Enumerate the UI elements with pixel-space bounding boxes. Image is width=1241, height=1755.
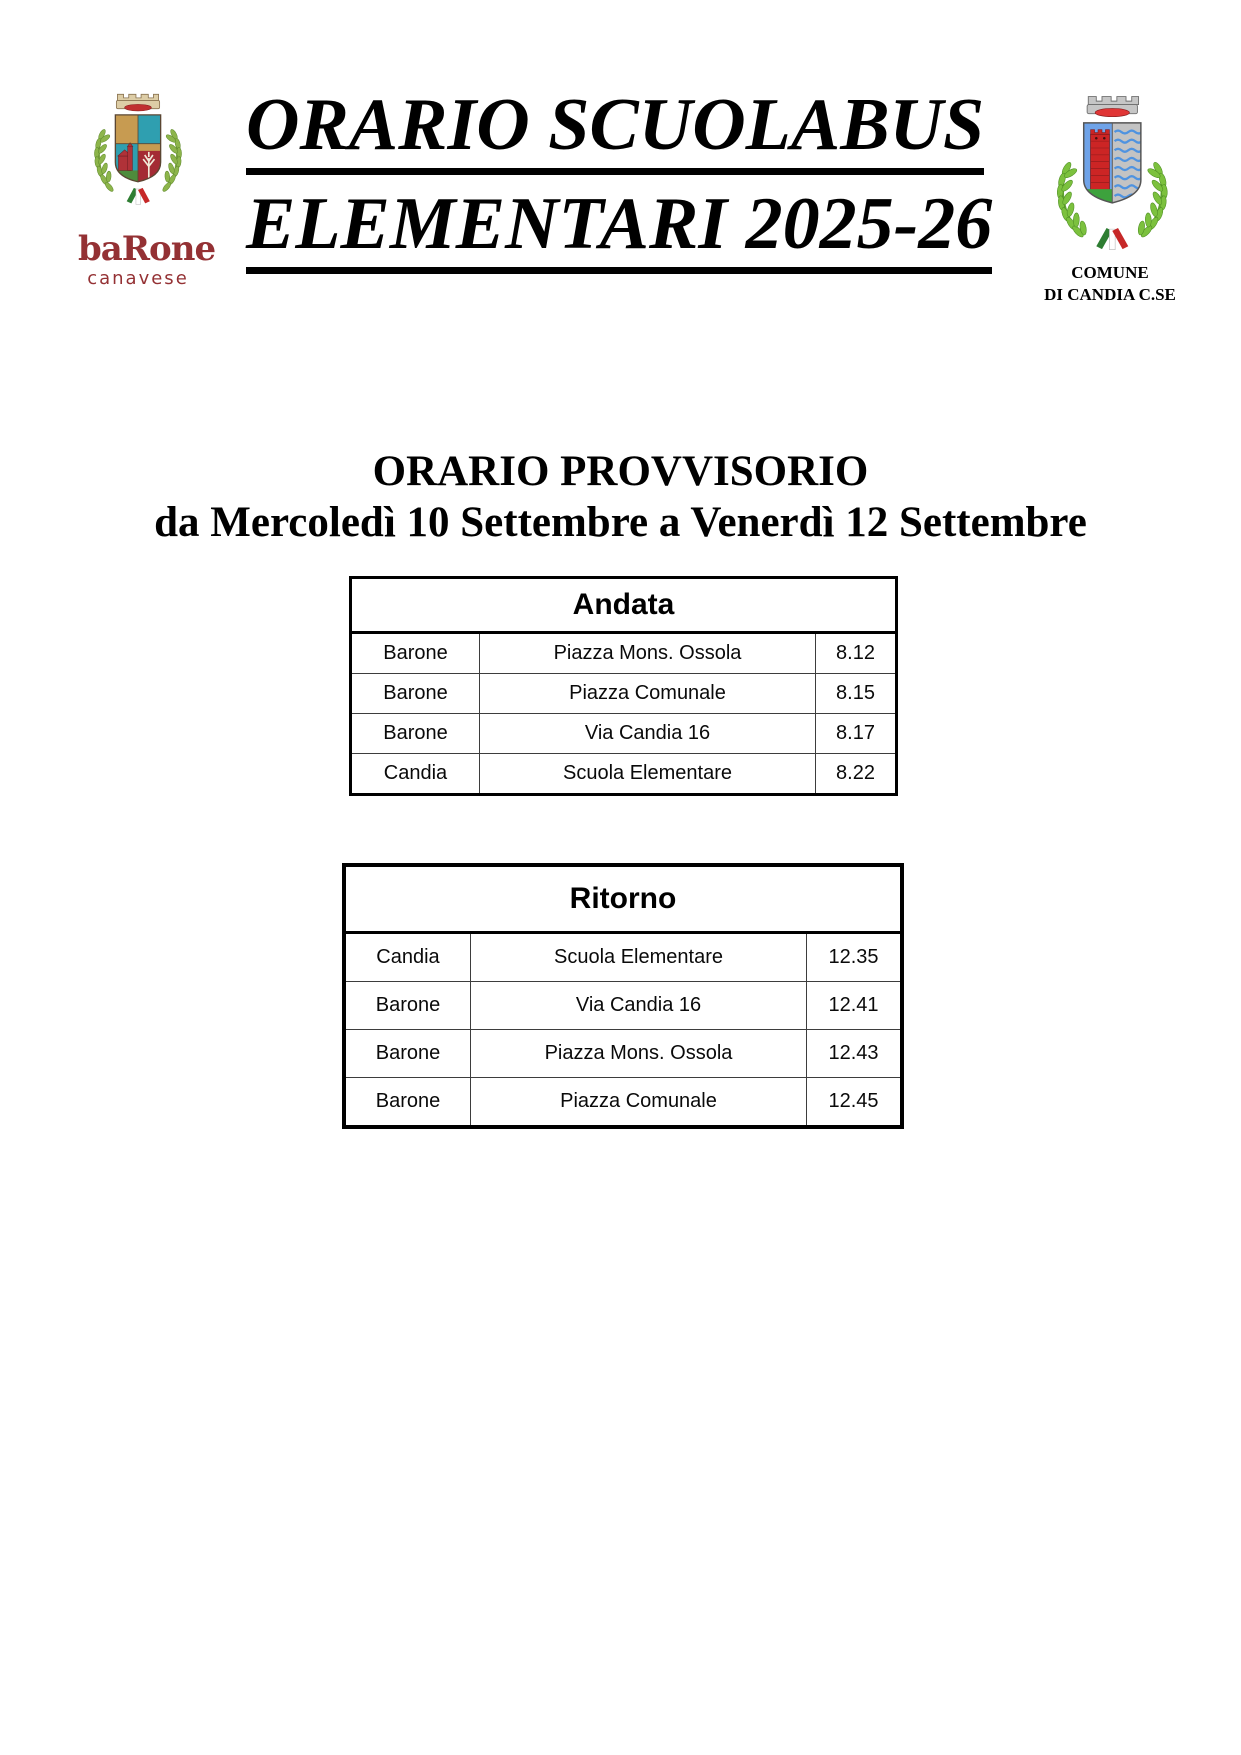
orario-cell: 8.12	[836, 642, 875, 664]
comune-cell: Barone	[375, 994, 441, 1016]
barone-logo-block	[78, 84, 216, 289]
subtitle-line-2: da Mercoledì 10 Settembre a Venerdì 12 Settembre	[154, 499, 1087, 547]
fermata-cell: Piazza Mons. Ossola	[470, 1030, 807, 1077]
table-row	[352, 634, 895, 673]
subtitle-line-1: ORARIO PROVVISORIO	[372, 448, 869, 495]
tricolor-ribbon	[1096, 228, 1128, 250]
comune-cell: Candia	[383, 762, 448, 784]
table-row	[346, 981, 900, 1029]
fermata-cell: Via Candia 16	[479, 714, 816, 753]
fermata-cell: Via Candia 16	[470, 982, 807, 1029]
table-row	[346, 1029, 900, 1077]
comune-cell: Candia	[376, 946, 440, 968]
ritorno-table	[342, 863, 904, 1129]
title-line-2: ELEMENTARI 2025-26	[246, 187, 992, 274]
fermata-cell: Scuola Elementare	[479, 754, 816, 793]
candia-caption-line-2: DI CANDIA C.SE	[1044, 285, 1176, 305]
candia-caption-line-1: COMUNE	[1071, 263, 1149, 282]
orario-cell: 12.43	[828, 1042, 879, 1064]
candia-crest-icon	[1047, 84, 1173, 260]
orario-cell: 8.17	[836, 722, 875, 744]
comune-cell: Barone	[375, 1090, 441, 1112]
fermata-cell: Scuola Elementare	[470, 934, 807, 981]
fermata-cell: Piazza Mons. Ossola	[479, 634, 816, 673]
andata-table-title: Andata	[352, 579, 895, 634]
comune-cell: Barone	[375, 1042, 441, 1064]
barone-wordmark-sub: canavese	[87, 268, 189, 289]
andata-table	[349, 576, 898, 796]
barone-crest-icon	[86, 84, 190, 226]
candia-caption	[1030, 262, 1190, 306]
table-row	[352, 673, 895, 713]
title-line-1: ORARIO SCUOLABUS	[246, 88, 984, 175]
provisional-schedule-subtitle	[0, 448, 1241, 547]
orario-cell: 8.22	[836, 762, 875, 784]
table-row	[346, 934, 900, 981]
fermata-cell: Piazza Comunale	[479, 674, 816, 713]
table-row	[352, 713, 895, 753]
orario-cell: 8.15	[836, 682, 875, 704]
document-title	[246, 84, 1036, 286]
comune-cell: Barone	[383, 642, 448, 664]
fermata-cell: Piazza Comunale	[470, 1078, 807, 1125]
tricolor-ribbon	[127, 188, 150, 204]
candia-logo-block	[1030, 84, 1190, 306]
orario-cell: 12.41	[828, 994, 879, 1016]
comune-cell: Barone	[383, 682, 448, 704]
comune-cell: Barone	[383, 722, 448, 744]
ritorno-table-title: Ritorno	[346, 867, 900, 934]
orario-cell: 12.45	[828, 1090, 879, 1112]
table-row	[352, 753, 895, 793]
barone-wordmark: baRone	[78, 229, 216, 269]
orario-cell: 12.35	[828, 946, 879, 968]
table-row	[346, 1077, 900, 1125]
